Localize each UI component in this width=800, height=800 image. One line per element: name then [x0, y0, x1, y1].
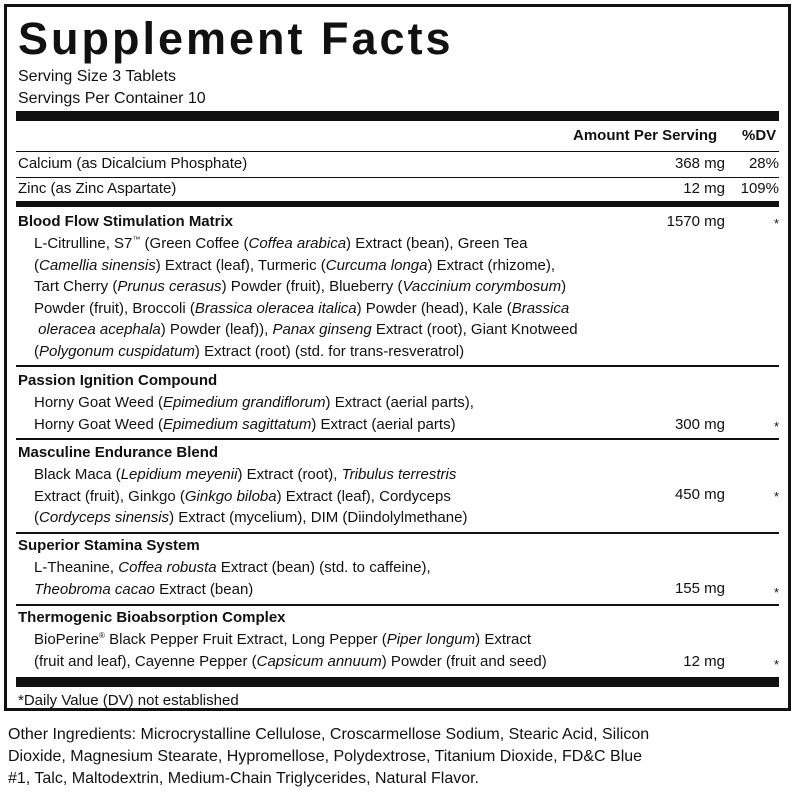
serving-size: Serving Size 3 Tablets: [18, 68, 177, 85]
blend-dv: *: [773, 585, 779, 600]
divider: [16, 151, 779, 152]
blend-amount: 12 mg: [683, 653, 725, 670]
dv-column-header: %DV: [742, 127, 777, 144]
nutrient-dv: 28%: [748, 155, 779, 172]
other-ingredients-line: #1, Talc, Maltodextrin, Medium-Chain Triglycerides, Natural Flavor.: [8, 770, 479, 787]
blend-title: Thermogenic Bioabsorption Complex: [18, 609, 286, 626]
blend-ingredients: [34, 392, 674, 435]
ingredient-line: (Camellia sinensis) Extract (leaf), Turmeric (Curcuma longa) Extract (rhizome),: [34, 256, 555, 274]
ingredient-line: Horny Goat Weed (Epimedium grandiflorum) Extract (aerial parts),: [34, 394, 474, 411]
thick-divider: [16, 677, 779, 687]
divider: [16, 438, 779, 440]
servings-per-container: Servings Per Container 10: [18, 90, 206, 107]
blend-dv: *: [773, 657, 779, 672]
divider: [16, 532, 779, 534]
ingredient-line: BioPerine® Black Pepper Fruit Extract, Long Pepper (Piper longum) Extract: [34, 631, 531, 648]
blend-amount: 450 mg: [674, 486, 725, 503]
ingredient-line: Black Maca (Lepidium meyenii) Extract (root), Tribulus terrestris: [34, 466, 457, 483]
ingredient-line: Tart Cherry (Prunus cerasus) Powder (fruit), Blueberry (Vaccinium corymbosum): [34, 278, 567, 295]
divider: [16, 177, 779, 178]
blend-title: Passion Ignition Compound: [18, 372, 218, 389]
supplement-facts-panel: [4, 4, 791, 711]
blend-ingredients: [34, 557, 674, 600]
divider: [16, 365, 779, 367]
nutrient-name: Calcium (as Dicalcium Phosphate): [18, 155, 248, 172]
thick-divider: [16, 111, 779, 121]
nutrient-amount: 12 mg: [683, 180, 725, 197]
nutrient-dv: 109%: [740, 180, 779, 197]
blend-amount: 300 mg: [674, 416, 725, 433]
ingredient-line: (fruit and leaf), Cayenne Pepper (Capsicum annuum) Powder (fruit and seed): [34, 652, 547, 670]
other-ingredients: [8, 724, 793, 790]
blend-ingredients: [34, 233, 674, 362]
ingredient-line: Horny Goat Weed (Epimedium sagittatum) Extract (aerial parts): [34, 415, 456, 433]
ingredient-line: oleracea acephala) Powder (leaf)), Panax ginseng Extract (root), Giant Knotweed: [38, 321, 578, 338]
blend-ingredients: [34, 629, 674, 672]
ingredient-line: Powder (fruit), Broccoli (Brassica oleracea italica) Powder (head), Kale (Brassica: [34, 299, 570, 317]
blend-dv: *: [773, 489, 779, 504]
divider: [16, 604, 779, 606]
other-ingredients-line: Dioxide, Magnesium Stearate, Hypromellose, Polydextrose, Titanium Dioxide, FD&C Blue: [8, 748, 643, 765]
nutrient-amount: 368 mg: [674, 155, 725, 172]
ingredient-line: Theobroma cacao Extract (bean): [34, 580, 254, 598]
other-ingredients-line: Other Ingredients: Microcrystalline Cellulose, Croscarmellose Sodium, Stearic Acid, Silicon: [8, 726, 650, 743]
blend-dv: *: [773, 419, 779, 434]
blend-title: Blood Flow Stimulation Matrix: [18, 213, 233, 230]
ingredient-line: L-Citrulline, S7™ (Green Coffee (Coffea arabica) Extract (bean), Green Tea: [34, 235, 528, 252]
thick-divider: [16, 201, 779, 207]
blend-title: Superior Stamina System: [18, 537, 200, 554]
blend-dv: *: [773, 216, 779, 231]
nutrient-name: Zinc (as Zinc Aspartate): [18, 180, 177, 197]
amount-column-header: Amount Per Serving: [573, 127, 718, 144]
blend-amount: 1570 mg: [666, 213, 725, 230]
blend-ingredients: [34, 464, 674, 529]
ingredient-line: Extract (fruit), Ginkgo (Ginkgo biloba) Extract (leaf), Cordyceps: [34, 487, 451, 505]
ingredient-line: L-Theanine, Coffea robusta Extract (bean) (std. to caffeine),: [34, 559, 431, 576]
footnote: *Daily Value (DV) not established: [18, 692, 239, 709]
panel-title: Supplement Facts: [18, 13, 454, 64]
blend-title: Masculine Endurance Blend: [18, 444, 219, 461]
ingredient-line: (Cordyceps sinensis) Extract (mycelium), DIM (Diindolylmethane): [34, 509, 468, 526]
ingredient-line: (Polygonum cuspidatum) Extract (root) (std. for trans-resveratrol): [34, 342, 465, 360]
blend-amount: 155 mg: [674, 580, 725, 597]
